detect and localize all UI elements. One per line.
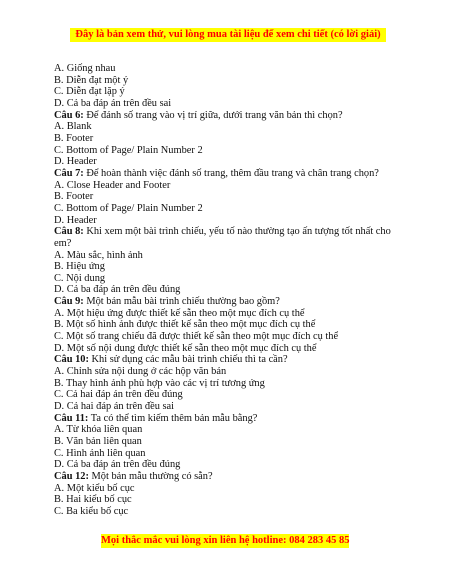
question	[54, 226, 404, 249]
answer-option: D. Một số nội dung được thiết kế sẵn theo một mục đích cụ thể	[54, 342, 317, 354]
answer-option: B. Văn bản liên quan	[54, 436, 142, 447]
answer-option: C. Bottom of Page/ Plain Number 2	[54, 202, 203, 214]
answer-option: B. Diễn đạt một ý	[54, 74, 129, 86]
question-text: Ta có thể tìm kiếm thêm bản mẫu bằng?	[88, 412, 258, 424]
question	[54, 296, 404, 308]
answer-option: D. Header	[54, 156, 97, 168]
question	[54, 168, 404, 180]
question-number: Câu 11:	[54, 412, 89, 424]
question	[54, 110, 404, 122]
hotline-footer: Mọi thắc mắc vui lòng xin liên hệ hotline: 084 283 45 85	[101, 535, 350, 546]
answer-option: C. Bottom of Page/ Plain Number 2	[54, 144, 203, 156]
answer-option: B. Footer	[54, 191, 94, 203]
answer-option: B. Thay hình ảnh phù hợp vào các vị trí tương ứng	[54, 377, 265, 389]
answer-option: A. Chỉnh sửa nội dung ở các hộp văn bản	[54, 366, 227, 378]
answer-option: A. Màu sắc, hình ảnh	[54, 249, 143, 261]
answer-option: B. Hiệu ứng	[54, 261, 105, 273]
question	[54, 471, 404, 483]
question-text: Một bản mẫu bài trình chiếu thường bao gồm?	[83, 296, 280, 308]
answer-option: A. Giống nhau	[54, 63, 116, 74]
question-text: Để hoàn thành việc đánh số trang, thêm đầu trang và chân trang chọn?	[83, 167, 379, 179]
question-text: Một bản mẫu thường có sẵn?	[88, 470, 213, 482]
question-text: Khi sử dụng các mẫu bài trình chiếu thì ta cần?	[88, 354, 288, 366]
question-number: Câu 8:	[54, 226, 84, 238]
answer-option: B. Hai kiểu bố cục	[54, 494, 132, 506]
question-number: Câu 6:	[54, 109, 84, 121]
answer-option: C. Hình ảnh liên quan	[54, 447, 146, 459]
answer-option: D. Cả ba đáp án trên đều đúng	[54, 459, 181, 471]
question-text: Để đánh số trang vào vị trí giữa, dưới trang văn bản thì chọn?	[83, 109, 343, 121]
answer-option: D. Cả ba đáp án trên đều sai	[54, 97, 172, 109]
answer-option: A. Một kiểu bố cục	[54, 482, 135, 494]
answer-option: C. Diễn đạt lặp ý	[54, 86, 125, 98]
document-body	[54, 63, 404, 518]
answer-option: D. Cả hai đáp án trên đều sai	[54, 401, 175, 413]
answer-option: C. Một số trang chiếu đã được thiết kế sẵn theo một mục đích cụ thể	[54, 331, 339, 343]
answer-option: C. Nội dung	[54, 272, 106, 284]
answer-option: D. Cả ba đáp án trên đều đúng	[54, 284, 181, 296]
question-number: Câu 7:	[54, 167, 84, 179]
question	[54, 413, 404, 425]
preview-notice-banner: Đây là bản xem thử, vui lòng mua tài liệu để xem chi tiết (có lời giải)	[70, 28, 386, 42]
question	[54, 354, 404, 366]
question-number: Câu 10:	[54, 354, 89, 366]
answer-option: C. Cả hai đáp án trên đều đúng	[54, 389, 183, 401]
question-number: Câu 12:	[54, 470, 89, 482]
answer-option: D. Header	[54, 214, 97, 226]
answer-option: A. Close Header and Footer	[54, 179, 171, 191]
answer-option: B. Một số hình ảnh được thiết kế sẵn theo một mục đích cụ thể	[54, 319, 316, 331]
answer-option: B. Footer	[54, 132, 94, 144]
answer-option: C. Ba kiểu bố cục	[54, 505, 129, 517]
question-text: Khi xem một bài trình chiếu, yếu tố nào thường tạo ấn tượng tốt nhất cho em?	[54, 226, 391, 249]
answer-option: A. Một hiệu ứng được thiết kế sẵn theo một mục đích cụ thể	[54, 307, 305, 319]
question-number: Câu 9:	[54, 296, 84, 308]
answer-option: A. Từ khóa liên quan	[54, 424, 143, 436]
answer-option: A. Blank	[54, 121, 92, 133]
